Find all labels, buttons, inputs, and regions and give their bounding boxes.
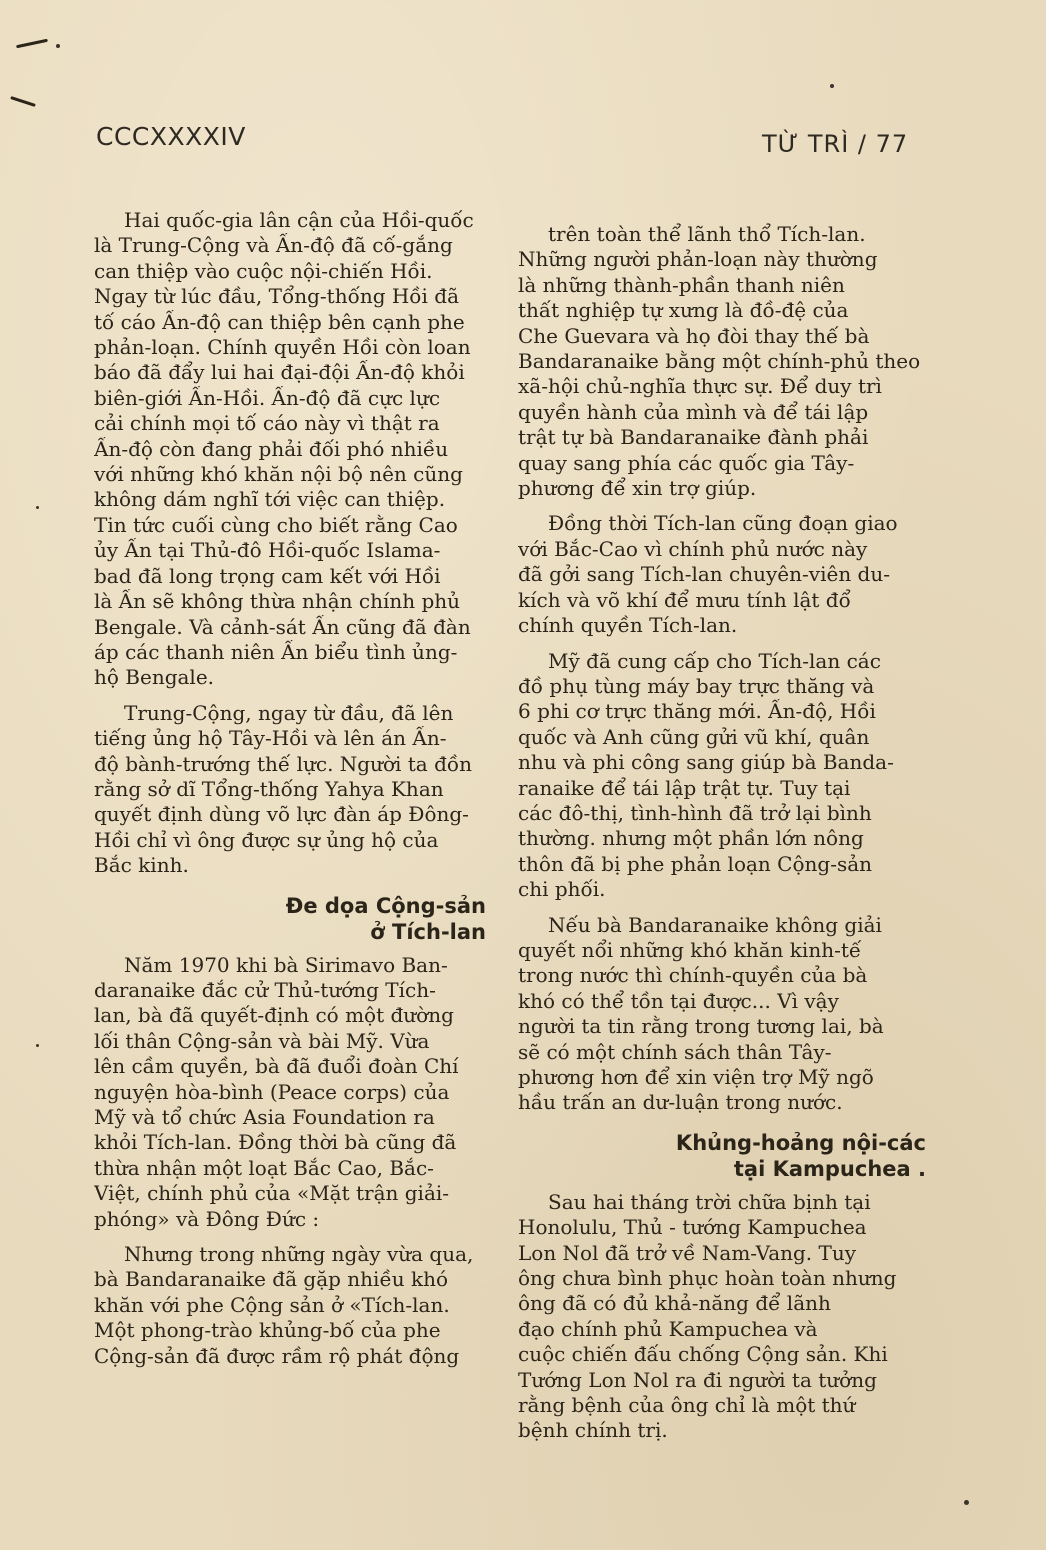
- text-line: trật tự bà Bandaranaike đành phải: [518, 425, 869, 450]
- text-line: đạo chính phủ Kampuchea và: [518, 1316, 818, 1341]
- text-line: Lon Nol đã trở về Nam-Vang. Tuy: [518, 1240, 857, 1265]
- text-line: Hai quốc-gia lân cận của Hồi-quốc: [124, 208, 474, 232]
- heading-line: Đe dọa Cộng-sản: [285, 893, 486, 918]
- text-line: các đô-thị, tình-hình đã trở lại bình: [518, 800, 872, 825]
- text-line: khỏi Tích-lan. Đồng thời bà cũng đã: [94, 1130, 457, 1155]
- text-line: thất nghiệp tự xưng là đồ-đệ của: [518, 298, 849, 323]
- text-line: với Bắc-Cao vì chính phủ nước này: [518, 536, 868, 561]
- text-line: với những khó khăn nội bộ nên cũng: [94, 462, 463, 487]
- text-line: Trung-Cộng, ngay từ đầu, đã lên: [124, 700, 454, 725]
- text-line: khăn với phe Cộng sản ở «Tích-lan.: [94, 1292, 450, 1317]
- text-line: Honolulu, Thủ - tướng Kampuchea: [518, 1215, 867, 1240]
- text-line: Sau hai tháng trời chữa bịnh tại: [548, 1189, 871, 1214]
- text-line: Nếu bà Bandaranaike không giải: [548, 912, 882, 937]
- text-line: rằng bệnh của ông chỉ là một thứ: [518, 1393, 856, 1418]
- heading-line: Khủng-hoảng nội-các: [675, 1130, 926, 1155]
- paragraph: [518, 649, 930, 903]
- text-line: cải chính mọi tố cáo này vì thật ra: [94, 411, 440, 436]
- text-line: Ấn-độ còn đang phải đối phó nhiều: [94, 436, 449, 461]
- paragraph: [518, 222, 930, 501]
- text-line: tiếng ủng hộ Tây-Hồi và lên án Ấn-: [94, 726, 447, 751]
- text-line: Những người phản-loạn này thường: [518, 247, 878, 272]
- text-line: nhu và phi công sang giúp bà Banda-: [518, 750, 894, 775]
- text-line: quốc và Anh cũng gửi vũ khí, quân: [518, 724, 870, 749]
- text-line: Bengale. Và cảnh-sát Ấn cũng đã đàn: [94, 614, 471, 639]
- right-column: [518, 222, 930, 1454]
- text-line: Tin tức cuối cùng cho biết rằng Cao: [94, 512, 458, 537]
- text-line: là Ấn sẽ không thừa nhận chính phủ: [94, 589, 461, 614]
- text-line: xã-hội chủ-nghĩa thực sự. Để duy trì: [518, 374, 882, 399]
- text-line: ông chưa bình phục hoàn toàn nhưng: [518, 1266, 897, 1291]
- text-line: sẽ có một chính sách thân Tây-: [518, 1039, 832, 1064]
- heading-line: ở Tích-lan: [370, 919, 486, 944]
- text-line: quyền hành của mình và để tái lập: [518, 399, 869, 424]
- text-line: độ bành-trướng thế lực. Người ta đồn: [94, 751, 472, 776]
- paper-speck: [36, 506, 39, 509]
- text-line: người ta tin rằng trong tương lai, bà: [518, 1014, 884, 1039]
- text-line: quyết nổi những khó khăn kinh-tế: [518, 937, 862, 962]
- paragraph: [94, 701, 490, 879]
- text-line: tố cáo Ấn-độ can thiệp bên cạnh phe: [94, 309, 465, 334]
- text-line: Mỹ đã cung cấp cho Tích-lan các: [548, 648, 881, 673]
- text-line: thôn đã bị phe phản loạn Cộng-sản: [518, 851, 873, 876]
- heading-line: tại Kampuchea .: [733, 1156, 926, 1181]
- paragraph: [94, 1242, 490, 1369]
- text-line: Đồng thời Tích-lan cũng đoạn giao: [548, 511, 898, 536]
- paragraph: [94, 208, 490, 691]
- text-line: phản-loạn. Chính quyền Hồi còn loan: [94, 335, 471, 360]
- left-column: [94, 208, 490, 1379]
- text-line: không dám nghĩ tới việc can thiệp.: [94, 487, 446, 512]
- text-line: quyết định dùng võ lực đàn áp Đông-: [94, 802, 469, 827]
- text-line: báo đã đẩy lui hai đại-đội Ấn-độ khỏi: [94, 360, 465, 385]
- text-line: ủy Ấn tại Thủ-đô Hồi-quốc Islama-: [94, 538, 441, 563]
- paper-speck: [56, 44, 60, 48]
- text-line: bà Bandaranaike đã gặp nhiều khó: [94, 1267, 449, 1292]
- text-line: trên toàn thể lãnh thổ Tích-lan.: [548, 222, 866, 246]
- paragraph: [94, 953, 490, 1232]
- text-line: áp các thanh niên Ấn biểu tình ủng-: [94, 639, 458, 664]
- text-line: trong nước thì chính-quyền của bà: [518, 963, 868, 988]
- text-line: Tướng Lon Nol ra đi người ta tưởng: [518, 1367, 877, 1392]
- text-line: Ngay từ lúc đầu, Tổng-thống Hồi đã: [94, 284, 460, 309]
- text-line: chi phối.: [518, 877, 606, 902]
- text-line: lối thân Cộng-sản và bài Mỹ. Vừa: [94, 1028, 430, 1053]
- text-line: thừa nhận một loạt Bắc Cao, Bắc-: [94, 1155, 434, 1180]
- text-line: lên cầm quyền, bà đã đuổi đoàn Chí: [94, 1054, 459, 1079]
- section-heading: [518, 1130, 926, 1182]
- text-line: thường. nhưng một phần lớn nông: [518, 826, 864, 851]
- paper-speck: [964, 1500, 969, 1505]
- text-line: Nhưng trong những ngày vừa qua,: [124, 1242, 474, 1267]
- paragraph: [518, 913, 930, 1116]
- page-chapter-number: CCCXXXXIV: [96, 122, 246, 151]
- text-line: biên-giới Ấn-Hồi. Ấn-độ đã cực lực: [94, 385, 441, 410]
- text-line: chính quyền Tích-lan.: [518, 613, 738, 638]
- text-line: ông đã có đủ khả-năng để lãnh: [518, 1291, 831, 1316]
- text-line: nguyện hòa-bình (Peace corps) của: [94, 1079, 450, 1104]
- paper-speck: [830, 84, 834, 88]
- paragraph: [518, 1190, 930, 1444]
- text-line: phương để xin trợ giúp.: [518, 476, 757, 501]
- text-line: bad đã long trọng cam kết với Hồi: [94, 563, 441, 588]
- text-line: hầu trấn an dư-luận trong nước.: [518, 1090, 843, 1115]
- text-line: ranaike để tái lập trật tự. Tuy tại: [518, 775, 851, 800]
- text-line: đã gởi sang Tích-lan chuyên-viên du-: [518, 562, 890, 587]
- text-line: daranaike đắc cử Thủ-tướng Tích-: [94, 977, 436, 1002]
- text-line: cuộc chiến đấu chống Cộng sản. Khi: [518, 1342, 888, 1367]
- text-line: bệnh chính trị.: [518, 1418, 668, 1443]
- text-line: hộ Bengale.: [94, 665, 215, 690]
- text-line: lan, bà đã quyết-định có một đường: [94, 1003, 454, 1028]
- text-line: can thiệp vào cuộc nội-chiến Hồi.: [94, 258, 433, 283]
- text-line: khó có thể tồn tại được... Vì vậy: [518, 988, 839, 1013]
- text-line: Che Guevara và họ đòi thay thế bà: [518, 323, 870, 348]
- text-line: là Trung-Cộng và Ấn-độ đã cố-gắng: [94, 233, 453, 258]
- text-line: phóng» và Đông Đức :: [94, 1206, 320, 1231]
- text-line: đồ phụ tùng máy bay trực thăng và: [518, 673, 875, 698]
- text-line: Bandaranaike bằng một chính-phủ theo: [518, 349, 921, 374]
- paragraph: [518, 511, 930, 638]
- text-line: Cộng-sản đã được rầm rộ phát động: [94, 1343, 460, 1368]
- paper-speck: [36, 1044, 39, 1047]
- text-line: phương hơn để xin viện trợ Mỹ ngõ: [518, 1065, 874, 1089]
- text-line: quay sang phía các quốc gia Tây-: [518, 450, 855, 475]
- page-running-title: TỪ TRÌ / 77: [762, 130, 909, 158]
- text-line: Việt, chính phủ của «Mặt trận giải-: [94, 1181, 450, 1206]
- text-line: Mỹ và tổ chức Asia Foundation ra: [94, 1105, 435, 1129]
- text-line: Bắc kinh.: [94, 853, 189, 878]
- text-line: Hồi chỉ vì ông được sự ủng hộ của: [94, 827, 439, 852]
- text-line: Một phong-trào khủng-bố của phe: [94, 1318, 441, 1343]
- text-line: là những thành-phần thanh niên: [518, 272, 845, 297]
- text-line: Năm 1970 khi bà Sirimavo Ban-: [124, 952, 448, 977]
- text-line: 6 phi cơ trực thăng mới. Ấn-độ, Hồi: [518, 699, 876, 724]
- text-line: kích và võ khí để mưu tính lật đổ: [518, 587, 851, 612]
- text-line: rằng sở dĩ Tổng-thống Yahya Khan: [94, 776, 444, 801]
- section-heading: [94, 893, 486, 945]
